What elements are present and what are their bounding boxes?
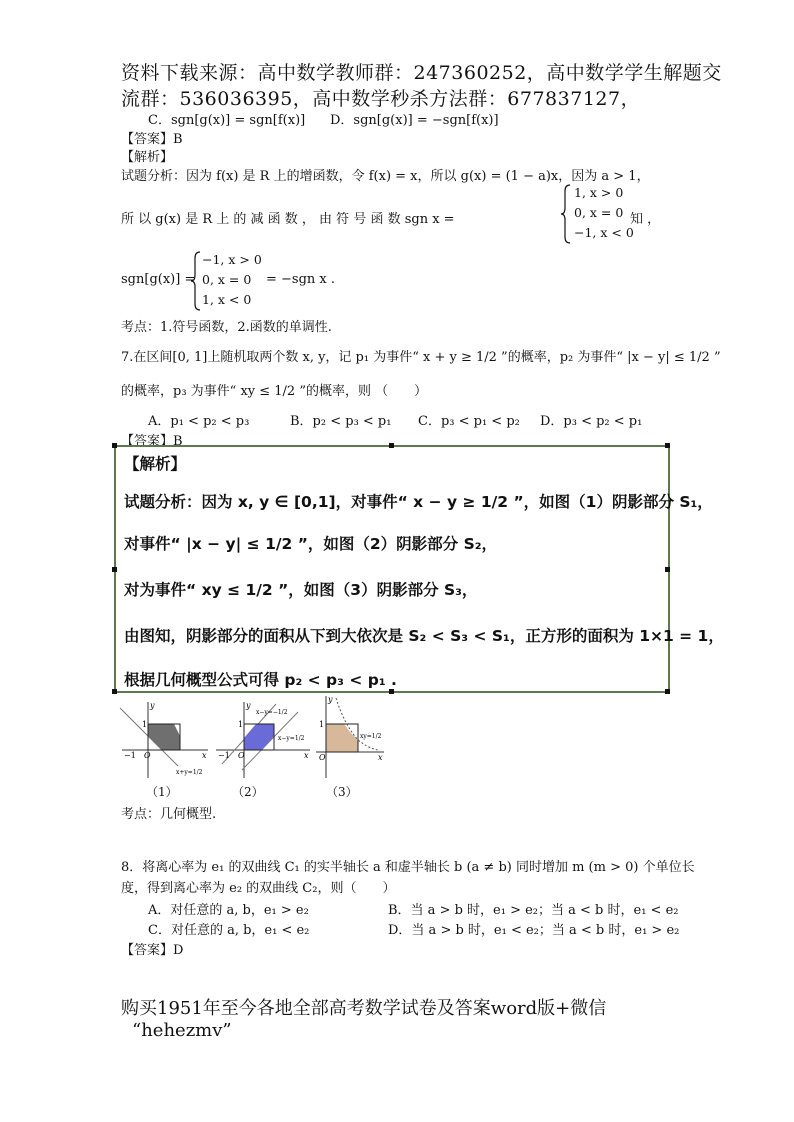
fig2-x-label: x <box>304 751 309 760</box>
q8-answer: 【答案】D <box>121 943 184 958</box>
sgn-g-case-3: 1, x < 0 <box>202 292 252 307</box>
sgn-g-left: sgn[g(x)] = <box>121 272 196 287</box>
resize-handle[interactable] <box>389 443 394 448</box>
sgn-g-case-2: 0, x = 0 <box>202 272 252 287</box>
resize-handle[interactable] <box>112 443 117 448</box>
figure-1-graph <box>118 700 210 780</box>
q7-option-b: B．p₂ < p₃ < p₁ <box>290 414 392 429</box>
fig1-origin: O <box>144 751 151 760</box>
q6-kaodian: 考点：1.符号函数，2.函数的单调性. <box>121 320 332 335</box>
q6-answer: 【答案】B <box>121 132 183 147</box>
shaded-region-s3 <box>326 724 358 752</box>
brace-icon <box>560 183 572 245</box>
q8-option-b: B．当 a > b 时，e₁ > e₂；当 a < b 时，e₁ < e₂ <box>388 903 679 918</box>
resize-handle[interactable] <box>112 567 117 572</box>
fig3-curve-label: xy=1/2 <box>360 733 382 740</box>
box-line-1: 试题分析：因为 x, y ∈ [0,1]，对事件“ x − y ≥ 1/2 ”，如图（1）阴影部分 S₁， <box>124 493 713 511</box>
header-line-1: 资料下载来源：高中数学教师群：247360252，高中数学学生解题交 <box>121 62 722 84</box>
fig2-origin: O <box>238 751 245 760</box>
fig2-line-label-top: x−y=−1/2 <box>256 709 288 716</box>
fig2-tick-1: 1 <box>238 720 244 729</box>
q6-option-c: C．sgn[g(x)] = sgn[f(x)] <box>148 113 306 128</box>
resize-handle[interactable] <box>112 689 117 694</box>
q7-kaodian: 考点：几何概型. <box>121 807 217 822</box>
fig1-y-label: y <box>150 701 155 710</box>
fig3-origin: O <box>319 753 326 762</box>
q7-stem-2: 的概率，p₃ 为事件“ xy ≤ 1/2 ”的概率，则 （ ） <box>121 384 428 399</box>
box-line-4: 由图知，阴影部分的面积从下到大依次是 S₂ < S₃ < S₁，正方形的面积为 1×1 = 1， <box>124 627 724 645</box>
q6-option-d: D．sgn[g(x)] = −sgn[f(x)] <box>330 113 499 128</box>
fig1-tick-1: 1 <box>142 720 148 729</box>
fig2-tick-neg1: −1 <box>218 751 230 760</box>
sgn-case-3: −1, x < 0 <box>574 225 634 240</box>
fig3-tick-1: 1 <box>319 720 325 729</box>
q6-analysis-line-1: 试题分析：因为 f(x) 是 R 上的增函数，令 f(x) = x，所以 g(x) = (1 − a)x，因为 a > 1， <box>121 169 650 184</box>
q7-option-a: A．p₁ < p₂ < p₃ <box>148 414 250 429</box>
figure-3-caption: （3） <box>326 785 358 799</box>
shaded-region-s1 <box>148 724 180 750</box>
fig1-x-label: x <box>202 751 207 760</box>
sgn-g-right: = −sgn x . <box>266 272 336 287</box>
sgn-case-1: 1, x > 0 <box>574 185 624 200</box>
sgn-g-case-1: −1, x > 0 <box>202 252 262 267</box>
fig2-line-label-bottom: x−y=1/2 <box>278 735 305 742</box>
q6-analysis-line-2-end: 知 ， <box>630 212 661 227</box>
box-line-5: 根据几何概型公式可得 p₂ < p₃ < p₁ . <box>124 671 397 689</box>
sgn-g-piecewise <box>190 250 270 312</box>
fig1-line-label: x+y=1/2 <box>176 769 203 776</box>
q8-stem-2: 度，得到离心率为 e₂ 的双曲线 C₂，则（ ） <box>121 881 396 896</box>
q7-option-c: C．p₃ < p₁ < p₂ <box>418 414 520 429</box>
q6-analysis-line-2: 所 以 g(x) 是 R 上 的 减 函 数 ， 由 符 号 函 数 sgn x = <box>121 212 455 227</box>
q7-stem-1: 7.在区间[0, 1]上随机取两个数 x, y，记 p₁ 为事件“ x + y ≥ 1/2 ”的概率，p₂ 为事件“ |x − y| ≤ 1/2 ” <box>121 350 721 365</box>
figure-3-graph <box>314 694 386 780</box>
figure-2-caption: （2） <box>232 785 264 799</box>
fig3-y-label: y <box>328 695 333 704</box>
analysis-frame <box>114 445 670 693</box>
fig1-tick-neg1: −1 <box>124 751 136 760</box>
resize-handle[interactable] <box>665 567 670 572</box>
q7-option-d: D．p₃ < p₂ < p₁ <box>540 414 643 429</box>
resize-handle[interactable] <box>665 689 670 694</box>
fig2-y-label: y <box>246 701 251 710</box>
box-line-2: 对事件“ |x − y| ≤ 1/2 ”，如图（2）阴影部分 S₂， <box>124 535 498 553</box>
sgn-case-2: 0, x = 0 <box>574 205 624 220</box>
q7-answer: 【答案】B <box>121 434 183 449</box>
header-line-2: 流群：536036395，高中数学秒杀方法群：677837127， <box>121 88 641 110</box>
box-line-3: 对为事件“ xy ≤ 1/2 ”，如图（3）阴影部分 S₃， <box>124 581 478 599</box>
q8-stem-1: 8．将离心率为 e₁ 的双曲线 C₁ 的实半轴长 a 和虚半轴长 b (a ≠ b) 同时增加 m (m > 0) 个单位长 <box>121 860 695 875</box>
box-analysis-tag: 【解析】 <box>124 455 187 473</box>
q6-analysis-tag: 【解析】 <box>121 150 174 165</box>
fig3-x-label: x <box>378 753 383 762</box>
brace-icon <box>190 250 202 312</box>
resize-handle[interactable] <box>665 443 670 448</box>
q8-option-a: A．对任意的 a, b，e₁ > e₂ <box>148 903 309 918</box>
shaded-region-s2 <box>244 724 274 750</box>
footer-line-1: 购买1951年至今各地全部高考数学试卷及答案word版+微信 <box>121 998 607 1019</box>
figure-2-graph <box>212 700 312 780</box>
q8-option-c: C．对任意的 a, b，e₁ < e₂ <box>148 923 310 938</box>
figure-1-caption: （1） <box>146 785 178 799</box>
footer-line-2: “hehezmv” <box>132 1020 232 1041</box>
q8-option-d: D．当 a > b 时，e₁ < e₂；当 a < b 时，e₁ > e₂ <box>388 923 680 938</box>
